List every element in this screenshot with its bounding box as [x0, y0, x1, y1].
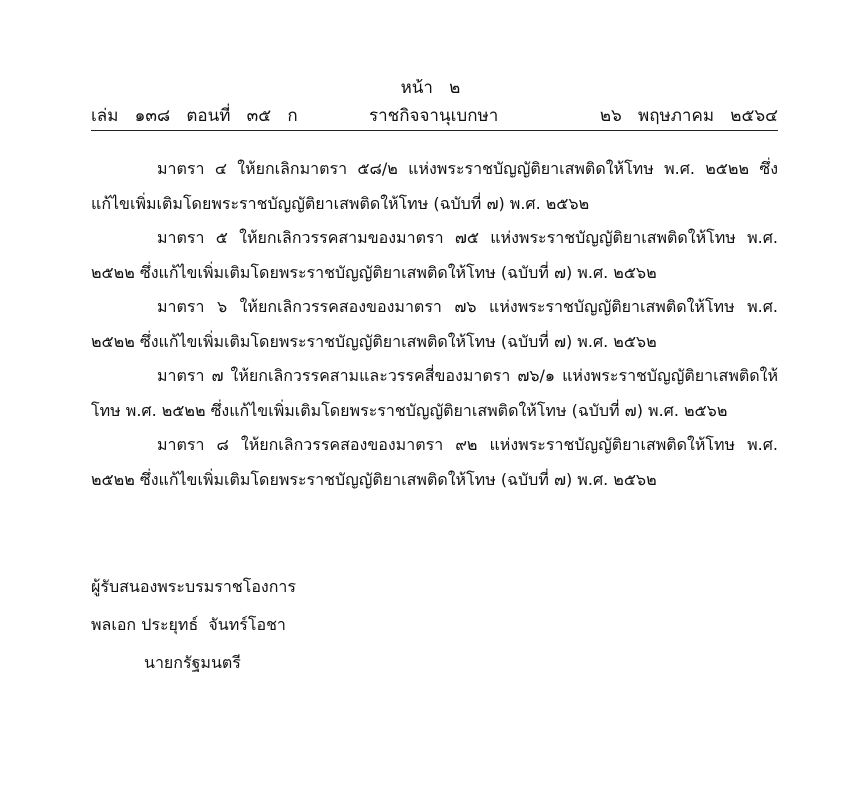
section-6: มาตรา ๖ ให้ยกเลิกวรรคสองของมาตรา ๗๖ แห่งพระราชบัญญัติยาเสพติดให้โทษ พ.ศ. ๒๕๒๒ ซึ่งแก้ไขเพิ่มเติมโดยพระราชบัญญัติยาเสพติดให้โทษ (ฉบับที่ ๗) พ.ศ. ๒๕๖๒: [91, 297, 778, 351]
signatory-position: นายกรัฐมนตรี: [144, 653, 241, 672]
section-4: มาตรา ๔ ให้ยกเลิกมาตรา ๕๘/๒ แห่งพระราชบัญญัติยาเสพติดให้โทษ พ.ศ. ๒๕๒๒ ซึ่งแก้ไขเพิ่มเติมโดยพระราชบัญญัติยาเสพติดให้โทษ (ฉบับที่ ๗) พ.ศ. ๒๕๖๒: [91, 159, 778, 213]
publication-date: ๒๖ พฤษภาคม ๒๕๖๔: [599, 106, 778, 126]
document-body: [91, 152, 778, 497]
page-number: หน้า ๒: [400, 78, 461, 98]
gazette-header: [91, 104, 778, 131]
volume-info: เล่ม ๑๓๘ ตอนที่ ๓๕ ก: [91, 106, 298, 126]
signatory-name: พลเอก ประยุทธ์ จันทร์โอชา: [91, 615, 286, 634]
signature-block: [91, 568, 296, 682]
publication-title: ราชกิจจานุเบกษา: [369, 106, 499, 126]
countersign-label: ผู้รับสนองพระบรมราชโองการ: [91, 577, 296, 596]
section-7: มาตรา ๗ ให้ยกเลิกวรรคสามและวรรคสี่ของมาตรา ๗๖/๑ แห่งพระราชบัญญัติยาเสพติดให้โทษ พ.ศ. ๒๕๒๒ ซึ่งแก้ไขเพิ่มเติมโดยพระราชบัญญัติยาเสพติดให้โทษ (ฉบับที่ ๗) พ.ศ. ๒๕๖๒: [91, 366, 778, 420]
section-8: มาตรา ๘ ให้ยกเลิกวรรคสองของมาตรา ๙๒ แห่งพระราชบัญญัติยาเสพติดให้โทษ พ.ศ. ๒๕๒๒ ซึ่งแก้ไขเพิ่มเติมโดยพระราชบัญญัติยาเสพติดให้โทษ (ฉบับที่ ๗) พ.ศ. ๒๕๖๒: [91, 435, 778, 489]
section-5: มาตรา ๕ ให้ยกเลิกวรรคสามของมาตรา ๗๕ แห่งพระราชบัญญัติยาเสพติดให้โทษ พ.ศ. ๒๕๒๒ ซึ่งแก้ไขเพิ่มเติมโดยพระราชบัญญัติยาเสพติดให้โทษ (ฉบับที่ ๗) พ.ศ. ๒๕๖๒: [91, 228, 778, 282]
